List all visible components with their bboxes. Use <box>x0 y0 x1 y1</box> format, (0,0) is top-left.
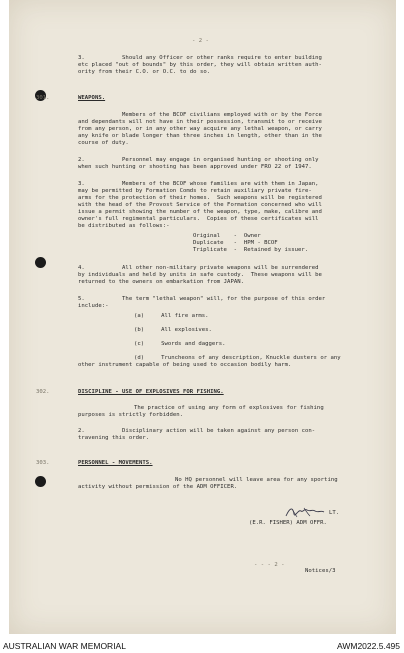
para-3-line: etc placed "out of bounds" by this order, they will obtain written auth- <box>78 62 322 68</box>
weapons-para-4-line: returned to the owners on embarkation from JAPAN. <box>78 279 244 285</box>
weapons-para-1-line: from any person, or in any other way acquire any lethal weapon, or carry <box>78 126 322 132</box>
section-title: DISCIPLINE - USE OF EXPLOSIVES FOR FISHING. <box>78 389 224 395</box>
section-number: 303. <box>36 460 50 466</box>
punch-hole <box>35 476 46 487</box>
weapons-para-3-line: be distributed as follows:- <box>78 223 170 229</box>
copy-distribution: Duplicate - HPM - BCOF <box>193 240 278 246</box>
weapons-para-5-line: 5. The term "lethal weapon" will, for the purpose of this order <box>78 296 326 302</box>
section-number: 302. <box>36 389 50 395</box>
weapons-para-1-line: Members of the BCOF civilians employed with or by the Force <box>122 112 322 118</box>
lethal-weapon-item: other instrument capable of being used to occasion bodily harm. <box>78 362 292 368</box>
discipline-para-2-line: travening this order. <box>78 435 150 441</box>
weapons-para-4-line: 4. All other non-military private weapons will be surrendered <box>78 265 319 271</box>
archive-footer <box>0 639 404 653</box>
para-3-line: 3. Should any Officer or other ranks require to enter building <box>78 55 322 61</box>
lethal-weapon-item: (c) Swords and daggers. <box>134 341 226 347</box>
weapons-para-3-line: 3. Members of the BCOF whose families are with them in Japan, <box>78 181 319 187</box>
weapons-para-1-line: course of duty. <box>78 140 129 146</box>
copy-distribution: Triplicate - Retained by issuer. <box>193 247 309 253</box>
discipline-para-2-line: 2. Disciplinary action will be taken against any person con- <box>78 428 316 434</box>
weapons-para-3-line: issue a permit showing the number of the weapon, type, make, calibre and <box>78 209 322 215</box>
weapons-para-4-line: by individuals and held by units in safe custody. These weapons will be <box>78 272 322 278</box>
weapons-para-5-line: include:- <box>78 303 109 309</box>
para-3-line: ority from their C.O. or O.C. to do so. <box>78 69 211 75</box>
weapons-para-3-line: may be permitted by Formation Comds to retain auxiliary private fire- <box>78 188 312 194</box>
discipline-para-1-line: purposes is strictly forbidden. <box>78 412 184 418</box>
section-title: WEAPONS. <box>78 95 106 101</box>
punch-hole <box>35 257 46 268</box>
catchword: Notices/3 <box>305 568 336 574</box>
lethal-weapon-item: (a) All fire arms. <box>134 313 209 319</box>
discipline-para-1-line: The practice of using any form of explosives for fishing <box>134 405 324 411</box>
handwritten-signature <box>284 505 326 519</box>
weapons-para-2-line: when such hunting or shooting has been approved under FRO 22 of 1947. <box>78 164 312 170</box>
handwritten-note: - - - 2 - <box>254 562 285 568</box>
lethal-weapon-item: (b) All explosives. <box>134 327 212 333</box>
section-title: PERSONNEL - MOVEMENTS. <box>78 460 153 466</box>
lethal-weapon-item: (d) Truncheons of any description, Knuckle dusters or any <box>134 355 341 361</box>
document-page <box>9 0 396 634</box>
weapons-para-1-line: any knife or blade longer than three inches in length, other than in the <box>78 133 322 139</box>
weapons-para-2-line: 2. Personnel may engage in organised hunting or shooting only <box>78 157 319 163</box>
page-heading: - 2 - <box>192 38 209 44</box>
signature-rank: LT. <box>329 510 340 516</box>
weapons-para-3-line: owner's full regimental particulars. Copies of these certificates will <box>78 216 319 222</box>
signature-block: (E.R. FISHER) ADM OFFR. <box>249 520 327 526</box>
personnel-para-line: activity without permission of the ADM OFFICER. <box>78 484 238 490</box>
weapons-para-3-line: with the head of the Provost Service of the Formation concerned who will <box>78 202 322 208</box>
section-number: 301. <box>36 95 50 101</box>
weapons-para-3-line: arms for the protection of their homes. Such weapons will be registered <box>78 195 322 201</box>
accession-number: AWM2022.5.495 <box>337 641 400 651</box>
weapons-para-1-line: and dependants will not have in their possession, transmit to or receive <box>78 119 322 125</box>
institution-label: AUSTRALIAN WAR MEMORIAL <box>3 641 126 651</box>
copy-distribution: Original - Owner <box>193 233 261 239</box>
personnel-para-line: No HQ personnel will leave area for any sporting <box>175 477 338 483</box>
